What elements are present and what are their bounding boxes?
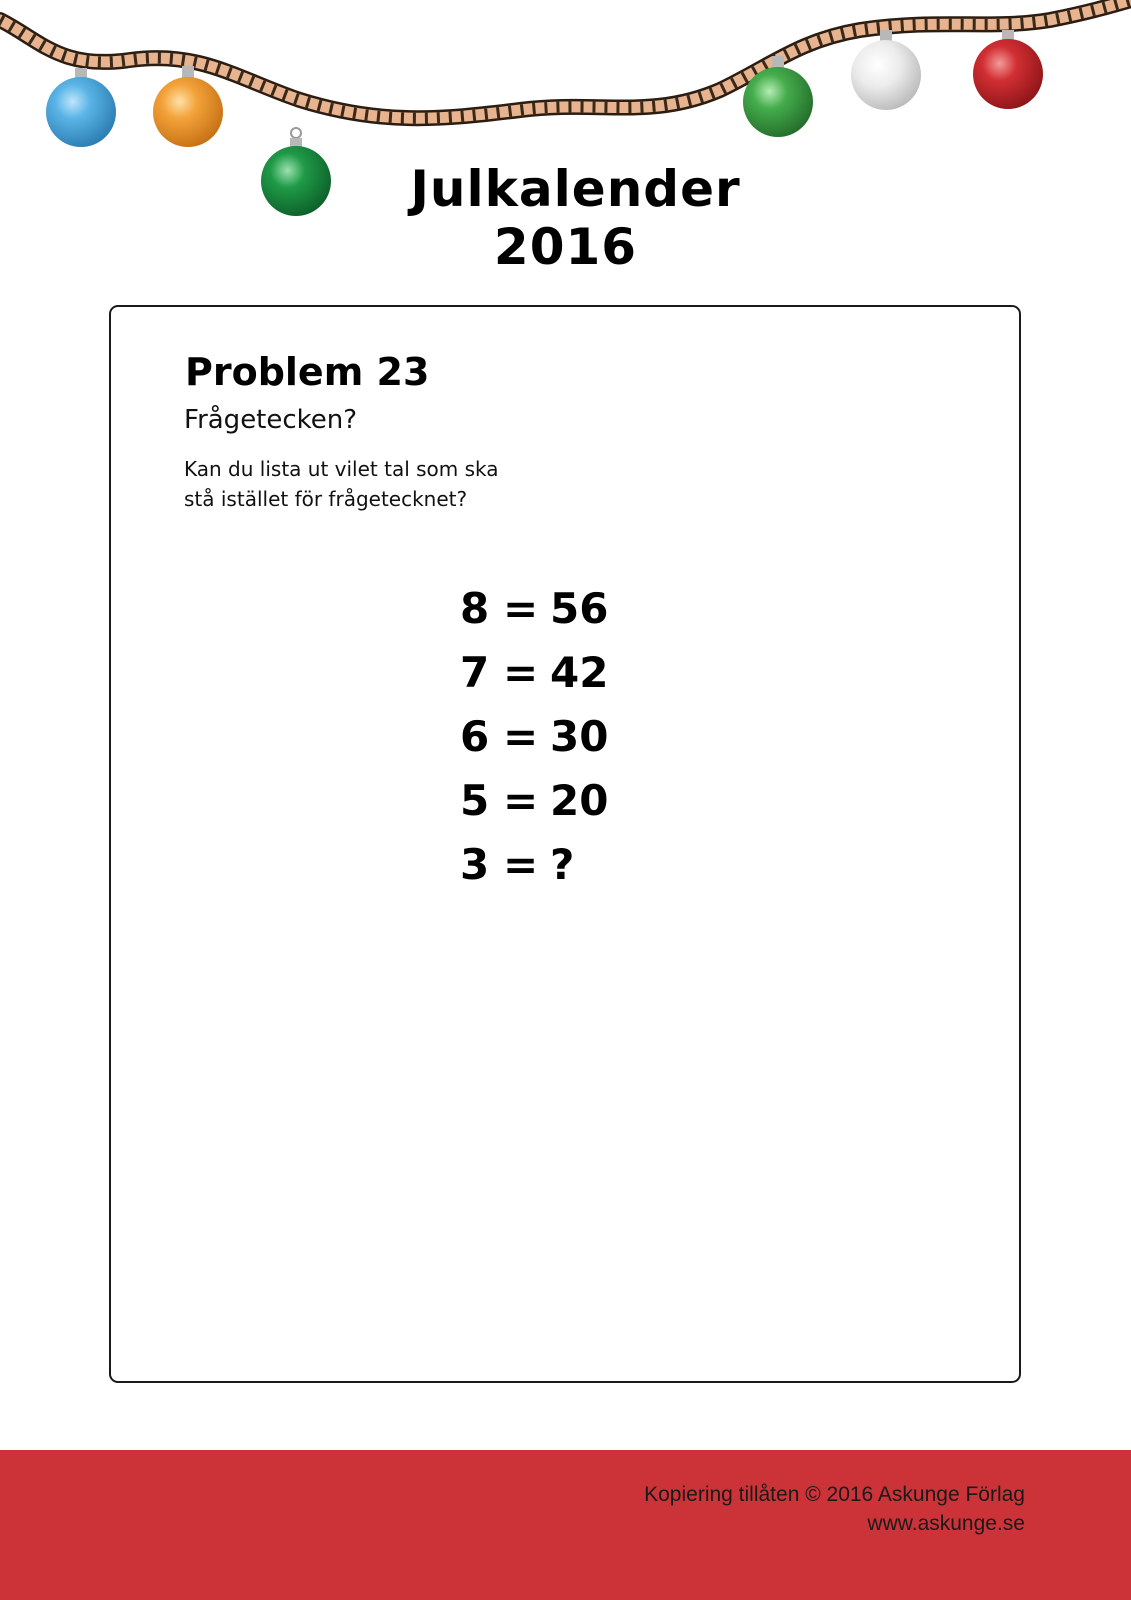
equation-row <box>460 840 680 896</box>
equals-sign: = <box>503 840 539 889</box>
equation-left: 3 <box>460 840 490 889</box>
problem-instruction <box>184 454 584 514</box>
equation-right: 20 <box>550 776 609 825</box>
equation-row <box>460 648 680 704</box>
problem-heading: Problem 23 <box>185 350 430 394</box>
equals-sign: = <box>503 776 539 825</box>
equation-row <box>460 584 680 640</box>
website-link[interactable]: www.askunge.se <box>867 1512 1025 1535</box>
calendar-year: 2016 <box>493 218 638 276</box>
copyright-notice: Kopiering tillåten © 2016 Askunge Förlag <box>644 1483 1025 1506</box>
red-bauble-icon <box>973 30 1043 109</box>
equation-right: 30 <box>550 712 609 761</box>
instruction-line: Kan du lista ut vilet tal som ska <box>184 457 499 481</box>
instruction-line: stå istället för frågetecknet? <box>184 487 468 511</box>
equation-left: 6 <box>460 712 490 761</box>
equals-sign: = <box>503 648 539 697</box>
white-bauble-icon <box>851 30 921 110</box>
blue-bauble-icon <box>46 68 116 147</box>
orange-bauble-icon <box>153 66 223 147</box>
equals-sign: = <box>503 712 539 761</box>
calendar-title: Julkalender <box>410 160 741 218</box>
equation-left: 8 <box>460 584 490 633</box>
equation-right: 42 <box>550 648 609 697</box>
equation-row <box>460 712 680 768</box>
equation-left: 5 <box>460 776 490 825</box>
equation-right: ? <box>550 840 575 889</box>
equation-row <box>460 776 680 832</box>
equation-right: 56 <box>550 584 609 633</box>
problem-subtitle: Frågetecken? <box>184 405 358 435</box>
equals-sign: = <box>503 584 539 633</box>
equation-left: 7 <box>460 648 490 697</box>
